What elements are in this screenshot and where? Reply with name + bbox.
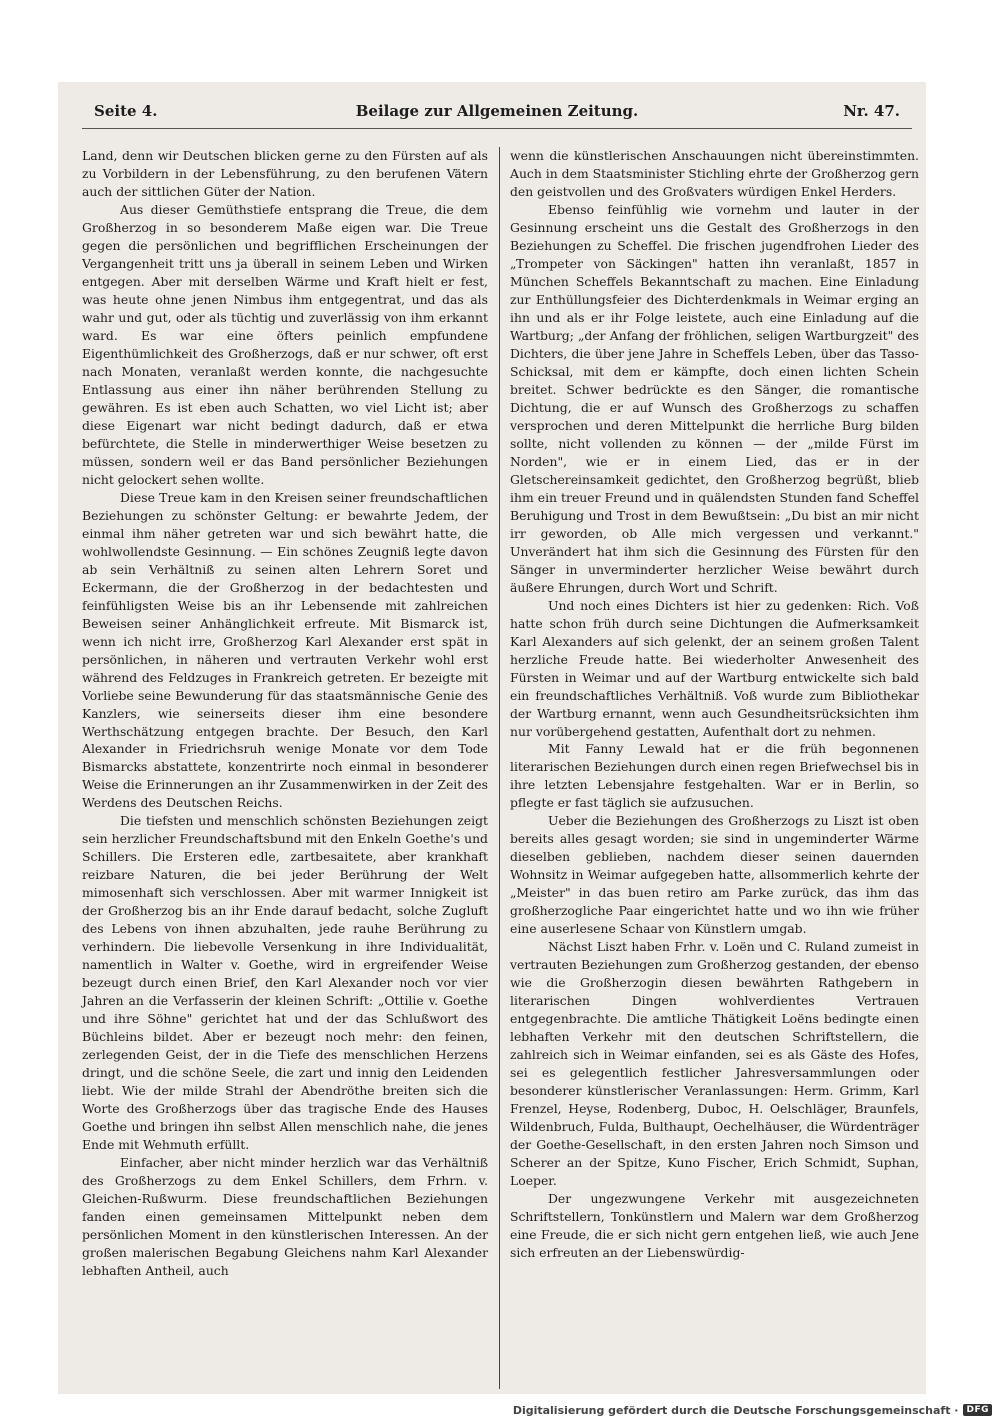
- paragraph: wenn die künstlerischen Anschauungen nicht übereinstimmten. Auch in dem Staatsminister Stichling ehrte der Großherzog gern den geistvollen und des Großvaters würdigen Enkel Herders.: [510, 148, 919, 199]
- digitization-credit: [513, 1402, 992, 1418]
- dfg-logo-icon: DFG: [963, 1404, 992, 1416]
- credit-text: Digitalisierung gefördert durch die Deutsche Forschungsgemeinschaft ·: [512, 1403, 959, 1417]
- paragraph: Die tiefsten und menschlich schönsten Beziehungen zeigt sein herzlicher Freundschaftsbund mit den Enkeln Goethe's und Schillers. Die Ersteren edle, zartbesaitete, aber krankhaft reizbare Naturen, die bei jeder Berührung der Welt mimosenhaft sich verschlossen. Aber mit warmer Innigkeit ist der Großherzog bis an ihr Ende darauf bedacht, solche Zugluft des Lebens von ihnen abzuhalten, jede rauhe Berührung zu verhindern. Die liebevolle Versenkung in ihre Individualität, namentlich in Walter v. Goethe, wird in ergreifender Weise bezeugt durch einen Brief, den Karl Alexander noch vor vier Jahren an die Verfasserin der kleinen Schrift: „Ottilie v. Goethe und ihre Söhne" gerichtet hat und der das Schlußwort des Büchleins bildet. Aber er bezeugt noch mehr: den feinen, zerlegenden Geist, der in die Tiefe des menschlichen Herzens dringt, und die schöne Seele, die zart und innig den Leidenden liebt. Wie der milde Strahl der Abendröthe breiten sich die Worte des Großherzogs über das tragische Ende des Hauses Goethe und bringen ihn selbst Allen menschlich nahe, die jenes Ende mit Wehmuth erfüllt.: [82, 813, 488, 1153]
- paragraph: Aus dieser Gemüthstiefe entsprang die Treue, die dem Großherzog in so besonderem Maße eigen war. Die Treue gegen die persönlichen und begrifflichen Erscheinungen der Vergangenheit tritt uns ja überall in seinem Leben und Wirken entgegen. Aber mit derselben Wärme und Kraft hielt er fest, was heute ohne jenen Nimbus ihm entgegentrat, und das als wahr und gut, oder als tüchtig und zuverlässig von ihm erkannt ward. Es war eine öfters peinlich empfundene Eigenthümlichkeit des Großherzogs, daß er nur schwer, oft erst nach Monaten, veranlaßt werden konnte, die nachgesuchte Entlassung aus einer ihn näher berührenden Stellung zu gewähren. Es ist eben auch Schatten, wo viel Licht ist; aber diese Eigenart war nicht bedingt dadurch, daß er etwa befürchtete, die Stelle in minderwerthiger Weise besetzen zu müssen, sondern weil er das Band persönlicher Beziehungen nicht gelockert sehen wollte.: [82, 201, 488, 487]
- running-header: [84, 102, 910, 124]
- right-column: [510, 147, 919, 1262]
- newspaper-page: [58, 82, 926, 1394]
- header-rule: [82, 128, 912, 129]
- issue-number: Nr. 47.: [843, 102, 900, 120]
- paragraph: Nächst Liszt haben Frhr. v. Loën und C. Ruland zumeist in vertrauten Beziehungen zum Großherzog gestanden, der ebenso wie die Großherzogin diesen bewährten Rathgebern in literarischen Dingen wohlverdientes Vertrauen entgegenbrachte. Die amtliche Thätigkeit Loëns bedingte einen lebhaften Verkehr mit den deutschen Schriftstellern, die zahlreich sich in Weimar einfanden, sei es als Gäste des Hofes, sei es gelegentlich festlicher Jahresversammlungen oder besonderer künstlerischer Veranlassungen: Herm. Grimm, Karl Frenzel, Heyse, Rodenberg, Duboc, H. Oelschläger, Braunfels, Wildenbruch, Fulda, Bulthaupt, Oechelhäuser, die Würdenträger der Goethe-Gesellschaft, in den ersten Jahren noch Simson und Scherer an der Spitze, Kuno Fischer, Erich Schmidt, Suphan, Loeper.: [510, 939, 919, 1189]
- paragraph: Einfacher, aber nicht minder herzlich war das Verhältniß des Großherzogs zu dem Enkel Schillers, dem Frhrn. v. Gleichen-Rußwurm. Diese freundschaftlichen Beziehungen fanden einen gemeinsamen Mittelpunkt neben dem persönlichen Moment in den künstlerischen Interessen. An der großen malerischen Begabung Gleichens nahm Karl Alexander lebhaften Antheil, auch: [82, 1155, 488, 1279]
- paragraph: Der ungezwungene Verkehr mit ausgezeichneten Schriftstellern, Tonkünstlern und Malern war dem Großherzog eine Freude, die er sich nicht gern entgehen ließ, wie auch Jene sich erfreuten an der Liebenswürdig-: [510, 1191, 919, 1261]
- left-column: [82, 147, 488, 1280]
- paragraph: Mit Fanny Lewald hat er die früh begonnenen literarischen Beziehungen durch einen regen Briefwechsel bis in ihre letzten Lebensjahre festgehalten. War er in Berlin, so pflegte er fast täglich sie aufzusuchen.: [510, 741, 919, 811]
- column-divider: [499, 147, 500, 1389]
- page-number: Seite 4.: [94, 102, 158, 120]
- paragraph: Land, denn wir Deutschen blicken gerne zu den Fürsten auf als zu Vorbildern in der Lebensführung, zu den berufenen Vätern auch der sittlichen Güter der Nation.: [82, 148, 488, 199]
- paragraph: Ueber die Beziehungen des Großherzogs zu Liszt ist oben bereits alles gesagt worden; sie sind in ungeminderter Wärme dieselben geblieben, nachdem dieser seinen dauernden Wohnsitz in Weimar aufgegeben hatte, allsommerlich kehrte der „Meister" in das buen retiro am Parke zurück, das ihm das großherzogliche Paar eingerichtet hatte und wo ihn wie früher eine auserlesene Schaar von Künstlern umgab.: [510, 813, 919, 937]
- supplement-title: Beilage zur Allgemeinen Zeitung.: [355, 102, 639, 120]
- paragraph: Diese Treue kam in den Kreisen seiner freundschaftlichen Beziehungen zu schönster Geltung: er bewahrte Jedem, der einmal ihm näher getreten war und sich bewährt hatte, die wohlwollendste Gesinnung. — Ein schönes Zeugniß legte davon ab sein Verhältniß zu seinen alten Lehrern Soret und Eckermann, die der Großherzog in der bedachtesten und feinfühligsten Weise bis an ihr Lebensende mit zahlreichen Beweisen seiner Anhänglichkeit erfreute. Mit Bismarck ist, wenn ich nicht irre, Großherzog Karl Alexander erst spät in persönlichen, in näheren und vertrauten Verkehr wohl erst während des Feldzuges in Frankreich getreten. Er bezeigte mit Vorliebe seine Bewunderung für das staatsmännische Genie des Kanzlers, wie seinerseits dieser ihm eine besondere Werthschätzung entgegen brachte. Der Besuch, den Karl Alexander in Friedrichsruh wenige Monate vor dem Tode Bismarcks abstattete, konzentrirte noch einmal in besonderer Weise die Erinnerungen an ihr Zusammenwirken in der Zeit des Werdens des Deutschen Reichs.: [82, 489, 488, 811]
- paragraph: Und noch eines Dichters ist hier zu gedenken: Rich. Voß hatte schon früh durch seine Dichtungen die Aufmerksamkeit Karl Alexanders auf sich gelenkt, der an seinem großen Talent herzliche Freude hatte. Bei wiederholter Anwesenheit des Fürsten in Weimar und auf der Wartburg entwickelte sich bald ein freundschaftliches Verhältniß. Voß wurde zum Bibliothekar der Wartburg ernannt, wenn auch Gesundheitsrücksichten ihm nur vorübergehend gestatten, Aufenthalt dort zu nehmen.: [510, 597, 919, 739]
- paragraph: Ebenso feinfühlig wie vornehm und lauter in der Gesinnung erscheint uns die Gestalt des Großherzogs in den Beziehungen zu Scheffel. Die frischen jugendfrohen Lieder des „Trompeter von Säckingen" hatten ihn veranlaßt, 1857 in München Scheffels Bekanntschaft zu machen. Eine Einladung zur Enthüllungsfeier des Dichterdenkmals in Weimar erging an ihn und als er ihr Folge leistete, auch eine Einladung auf die Wartburg; „der Anfang der fröhlichen, seligen Wartburgzeit" des Dichters, die über jene Jahre in Scheffels Leben, über das Tasso-Schicksal, mit dem er kämpfte, doch einen lichten Schein breitet. Schwer bedrückte es den Sänger, die romantische Dichtung, die er auf Wunsch des Großherzogs zu schaffen versprochen und deren Mittelpunkt die herrliche Burg bilden sollte, nicht vollenden zu können — der „milde Fürst im Norden", wie er in einem Lied, das er in der Gletschereinsamkeit gedichtet, den Großherzog begrüßt, blieb ihm ein treuer Freund und in quälendsten Stunden fand Scheffel Beruhigung und Trost in dem Bewußtsein: „Du bist an mir nicht irr geworden, ob Alle mich vergessen und verkannt." Unverändert hat ihm sich die Gesinnung des Fürsten für den Sänger in unverminderter herzlicher Weise bewährt durch äußere Ehrungen, durch Wort und Schrift.: [510, 201, 919, 595]
